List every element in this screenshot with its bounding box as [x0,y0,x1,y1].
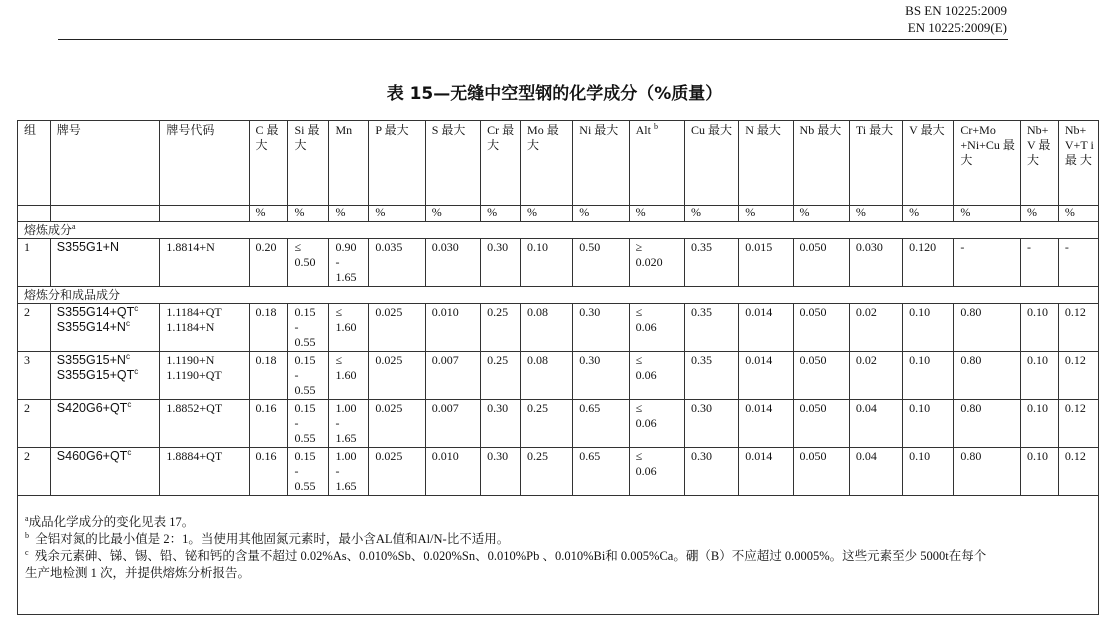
cell-nbvti: 0.12 [1058,448,1098,496]
cell-code: 1.8884+QT [160,448,249,496]
cell-nbv: - [1020,239,1058,287]
cell-code: 1.1184+QT 1.1184+N [160,304,249,352]
cell-p: 0.025 [369,352,425,400]
header-Alt: Alt $^b$ [629,121,684,206]
cell-group: 2 [18,400,51,448]
cell-group: 2 [18,304,51,352]
cell-ni: 0.65 [573,448,629,496]
unit-cell: % [629,206,684,222]
section-label: 熔炼成分$^a$ [18,222,1099,239]
cell-cu: 0.35 [684,239,738,287]
cell-cu: 0.30 [684,400,738,448]
cell-mn: 1.00 - 1.65 [329,448,369,496]
cell-si: 0.15 - 0.55 [288,400,329,448]
header-S: S 最大 [425,121,480,206]
cell-cu: 0.35 [684,352,738,400]
footnote-b: $^b$ 全铝对氮的比最小值是 2：1。当使用其他固氮元素时，最小含AL值和Al/N-比不适用。 [25,530,510,546]
cell-mo: 0.25 [521,400,573,448]
cell-mo: 0.25 [521,448,573,496]
cell-p: 0.025 [369,448,425,496]
header-code: 牌号代码 [160,121,249,206]
unit-cell: % [425,206,480,222]
cell-s: 0.030 [425,239,480,287]
cell-ti: 0.04 [849,448,902,496]
cell-nbvti: 0.12 [1058,400,1098,448]
header-Ti: Ti 最大 [849,121,902,206]
unit-cell: % [793,206,849,222]
chemical-composition-table [17,120,1099,496]
header-P: P 最大 [369,121,425,206]
cell-alt: ≥ 0.020 [629,239,684,287]
cell-v: 0.10 [903,448,954,496]
cell-alt: ≤ 0.06 [629,304,684,352]
cell-v: 0.10 [903,352,954,400]
cell-crmonicu: 0.80 [954,304,1021,352]
header-Cu: Cu 最大 [684,121,738,206]
cell-ti: 0.02 [849,304,902,352]
cell-v: 0.120 [903,239,954,287]
cell-c: 0.16 [249,448,288,496]
cell-ti: 0.02 [849,352,902,400]
cell-si: ≤ 0.50 [288,239,329,287]
header-Cr: Cr 最 大 [481,121,521,206]
cell-nb: 0.050 [793,400,849,448]
footnote-a: $^a$成品化学成分的变化见表 17。 [25,513,195,529]
header-Si: Si 最 大 [288,121,329,206]
cell-c: 0.16 [249,400,288,448]
cell-p: 0.035 [369,239,425,287]
cell-s: 0.010 [425,304,480,352]
header-group: 组 [18,121,51,206]
cell-cr: 0.25 [481,304,521,352]
cell-mn: 1.00 - 1.65 [329,400,369,448]
cell-alt: ≤ 0.06 [629,400,684,448]
cell-n: 0.014 [739,304,793,352]
cell-ni: 0.30 [573,352,629,400]
unit-cell: % [1020,206,1058,222]
cell-crmonicu: 0.80 [954,352,1021,400]
table-row [18,352,1099,400]
cell-mo: 0.10 [521,239,573,287]
unit-cell [160,206,249,222]
header-C: C 最 大 [249,121,288,206]
header-N: N 最大 [739,121,793,206]
cell-group: 3 [18,352,51,400]
cell-ni: 0.30 [573,304,629,352]
cell-mo: 0.08 [521,352,573,400]
cell-si: 0.15 - 0.55 [288,448,329,496]
cell-s: 0.007 [425,352,480,400]
section-row [18,287,1099,304]
unit-cell: % [573,206,629,222]
cell-c: 0.18 [249,352,288,400]
footnote-c: $^c$ 残余元素砷、锑、锡、铅、铋和钙的含量不超过 0.02%As、0.010%Sb、0.020%Sn、0.010%Pb 、0.010%Bi和 0.005%Ca。硼（B）不应超过 0.0005%。这些元素至少 5000t在每个 [25,547,987,563]
unit-cell [18,206,51,222]
header-Mn: Mn [329,121,369,206]
unit-cell: % [1058,206,1098,222]
cell-code: 1.1190+N 1.1190+QT [160,352,249,400]
cell-nbvti: 0.12 [1058,352,1098,400]
cell-alt: ≤ 0.06 [629,352,684,400]
header-V: V 最大 [903,121,954,206]
footnotes-box [17,496,1099,615]
header-rule [58,39,1008,40]
cell-cr: 0.25 [481,352,521,400]
cell-c: 0.18 [249,304,288,352]
cell-code: 1.8852+QT [160,400,249,448]
cell-nb: 0.050 [793,352,849,400]
cell-n: 0.014 [739,400,793,448]
table-title: 表 15—无缝中空型钢的化学成分（%质量） [386,84,723,104]
cell-cu: 0.30 [684,448,738,496]
cell-si: 0.15 - 0.55 [288,352,329,400]
standard-number: BS EN 10225:2009 [905,3,1007,18]
cell-crmonicu: 0.80 [954,400,1021,448]
footnote-c-continued: 生产地检测 1 次，并提供熔炼分析报告。 [25,566,251,580]
section-row [18,222,1099,239]
cell-ti: 0.030 [849,239,902,287]
header-NbV: Nb+ V 最 大 [1020,121,1058,206]
cell-code: 1.8814+N [160,239,249,287]
cell-mo: 0.08 [521,304,573,352]
cell-cu: 0.35 [684,304,738,352]
cell-cr: 0.30 [481,448,521,496]
cell-ti: 0.04 [849,400,902,448]
standard-number-european: EN 10225:2009(E) [907,20,1007,35]
header-Nb: Nb 最大 [793,121,849,206]
header-Mo: Mo 最大 [521,121,573,206]
unit-cell: % [849,206,902,222]
cell-s: 0.010 [425,448,480,496]
cell-ni: 0.50 [573,239,629,287]
cell-group: 1 [18,239,51,287]
cell-group: 2 [18,448,51,496]
cell-n: 0.015 [739,239,793,287]
cell-c: 0.20 [249,239,288,287]
cell-nb: 0.050 [793,239,849,287]
header-Ni: Ni 最大 [573,121,629,206]
cell-grade: $S460G6+QT^c$ [50,448,160,496]
cell-ni: 0.65 [573,400,629,448]
cell-s: 0.007 [425,400,480,448]
cell-nb: 0.050 [793,304,849,352]
unit-cell: % [954,206,1021,222]
unit-cell [50,206,160,222]
unit-cell: % [684,206,738,222]
cell-n: 0.014 [739,448,793,496]
cell-nbvti: 0.12 [1058,304,1098,352]
cell-grade: $S355G15+N^c$ $S355G15+QT^c$ [50,352,160,400]
unit-cell: % [739,206,793,222]
header-CrMoNiCu: Cr+Mo +Ni+Cu 最大 [954,121,1021,206]
cell-v: 0.10 [903,304,954,352]
unit-cell: % [521,206,573,222]
cell-cr: 0.30 [481,239,521,287]
cell-cr: 0.30 [481,400,521,448]
cell-n: 0.014 [739,352,793,400]
cell-nbv: 0.10 [1020,448,1058,496]
cell-nb: 0.050 [793,448,849,496]
unit-cell: % [369,206,425,222]
cell-p: 0.025 [369,304,425,352]
unit-cell: % [329,206,369,222]
cell-nbv: 0.10 [1020,304,1058,352]
unit-cell: % [903,206,954,222]
cell-v: 0.10 [903,400,954,448]
cell-si: 0.15 - 0.55 [288,304,329,352]
unit-row [18,206,1099,222]
header-NbVTi: Nb+ V+T i 最 大 [1058,121,1098,206]
cell-mn: ≤ 1.60 [329,352,369,400]
header-grade: 牌号 [50,121,160,206]
cell-mn: 0.90 - 1.65 [329,239,369,287]
cell-nbvti: - [1058,239,1098,287]
table-row [18,239,1099,287]
cell-grade: $S355G14+QT^c$ $S355G14+N^c$ [50,304,160,352]
cell-grade: $S420G6+QT^c$ [50,400,160,448]
cell-nbv: 0.10 [1020,400,1058,448]
section-label: 熔炼分和成品成分 [18,287,1099,304]
cell-crmonicu: 0.80 [954,448,1021,496]
unit-cell: % [288,206,329,222]
table-row [18,304,1099,352]
header-row [18,121,1099,206]
unit-cell: % [249,206,288,222]
cell-mn: ≤ 1.60 [329,304,369,352]
cell-grade: S355G1+N [50,239,160,287]
cell-nbv: 0.10 [1020,352,1058,400]
table-row [18,448,1099,496]
table-row [18,400,1099,448]
cell-p: 0.025 [369,400,425,448]
unit-cell: % [481,206,521,222]
cell-crmonicu: - [954,239,1021,287]
cell-alt: ≤ 0.06 [629,448,684,496]
